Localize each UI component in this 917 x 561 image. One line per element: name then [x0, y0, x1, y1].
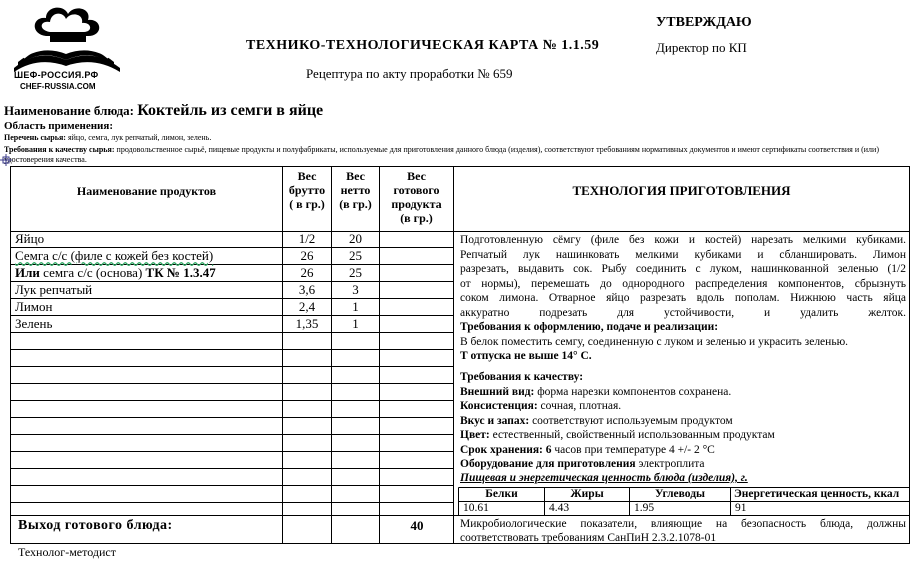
card-subtitle: Рецептура по акту проработки № 659	[306, 66, 513, 81]
output-label: Выход готового блюда:	[18, 518, 173, 533]
ingredient-net: 1	[352, 299, 359, 314]
appearance-label: Внешний вид:	[460, 385, 538, 398]
gross-column-header	[283, 169, 331, 211]
net-column-header	[332, 169, 379, 211]
technology-column-header: ТЕХНОЛОГИЯ ПРИГОТОВЛЕНИЯ	[572, 183, 791, 198]
equipment-text: электроплита	[638, 458, 705, 470]
ingredient-name	[15, 265, 216, 281]
card-title: ТЕХНИКО-ТЕХНОЛОГИЧЕСКАЯ КАРТА № 1.1.59	[246, 38, 600, 53]
microbiology-note: Микробиологические показатели, влияющие на безопасность блюда, должны соответствовать требованиям СанПиН 2.3.2.1078-01	[460, 518, 906, 544]
color	[460, 428, 775, 443]
tech-line: аккуратно подрезать для устойчивости, и удалить желток.	[460, 306, 906, 319]
header-line: (в гр.)	[400, 211, 433, 225]
ingredient-gross: 1,35	[295, 316, 319, 331]
equipment-label: Оборудование для приготовления	[460, 458, 639, 470]
storage-text: часов при температуре 4 +/- 2 °С	[554, 443, 715, 456]
tech-line: от нормы), перемешать до однородного распределения компонентов, сбрызнуть	[460, 277, 906, 290]
tech-line: соком лимона. Отварное яйцо разрезать вдоль пополам. Нижнюю часть яйца	[460, 292, 906, 304]
taste-label: Вкус и запах:	[460, 414, 533, 427]
ingredient-name	[15, 248, 213, 264]
ingredient-net: 1	[352, 316, 359, 331]
ingredient-net: 25	[349, 265, 362, 280]
ingredient-name: Яйцо	[15, 231, 45, 246]
nutrition-label-text: Пищевая и энергетическая ценность блюда (изделия), г.	[460, 472, 748, 484]
ingredient-net: 3	[352, 282, 359, 297]
requirements-label: Требования к качеству сырья:	[4, 145, 117, 154]
nutrition-header-fats: Жиры	[570, 488, 604, 500]
ingredient-name: Лук репчатый	[15, 282, 93, 297]
raw-text: яйцо, семга, лук репчатый, лимон, зелень.	[67, 133, 212, 142]
nutrition-header-proteins: Белки	[485, 488, 518, 500]
ingredient-name-text: Семга с/с (филе с кожей без костей)	[15, 248, 214, 263]
dish-label: Наименование блюда:	[4, 103, 138, 118]
header-line: нетто	[340, 183, 371, 197]
ingredient-alt-label: Или	[15, 265, 40, 280]
technologist-role: Технолог-методист	[18, 545, 116, 559]
header-line: продукта	[391, 197, 442, 211]
approve-label: УТВЕРЖДАЮ	[656, 15, 752, 30]
header-line: Вес	[346, 169, 365, 183]
appearance	[460, 385, 731, 400]
serving-label: Требования к оформлению, подаче и реализации:	[460, 321, 719, 333]
color-text: естественный, свойственный использованным продуктам	[492, 429, 775, 441]
consistency-label: Консистенция:	[460, 400, 541, 412]
director-label: Директор по КП	[656, 40, 747, 55]
storage	[460, 443, 715, 458]
header-line: готового	[393, 183, 440, 197]
ingredient-gross: 26	[300, 265, 314, 280]
ingredient-tk-ref: ТК № 1.3.47	[145, 265, 216, 280]
nutrition-proteins: 10.61	[463, 502, 489, 514]
header-line: брутто	[288, 183, 326, 197]
tech-line: разрезать, выдавить сок. Рыбу соединить с луком, нашинкованной зеленью (1/2	[460, 263, 906, 275]
area-label: Область применения:	[4, 120, 113, 132]
serving-text: В белок поместить семгу, соединенную с луком и зеленью и украсить зеленью.	[460, 335, 849, 348]
ingredient-gross: 26	[300, 248, 314, 263]
equipment	[460, 457, 705, 472]
nutrition-fats: 4.43	[549, 502, 570, 514]
ingredient-net: 25	[349, 248, 362, 263]
ingredient-gross: 2,4	[298, 299, 316, 314]
nutrition-energy: 91	[735, 502, 747, 514]
tech-line: Репчатый лук нашинковать мелкими кубиками и сбланшировать. Лимон	[460, 248, 906, 261]
tech-line: Подготовленную сёмгу (филе без кожи и костей) нарезать мелкими кубиками.	[460, 234, 906, 246]
storage-label: Срок хранения: 6	[460, 443, 555, 456]
nutrition-header-energy: Энергетическая ценность, ккал	[734, 488, 900, 500]
header-line: ( в гр.)	[289, 197, 325, 211]
nutrition-header-carbs: Углеводы	[654, 488, 706, 500]
raw-label: Перечень сырья:	[4, 133, 68, 142]
ingredient-name: Зелень	[15, 316, 53, 331]
ingredient-name: Лимон	[15, 299, 53, 314]
logo-text: ШЕФ-РОССИЯ.РФ	[14, 70, 99, 80]
ingredient-gross: 3,6	[298, 282, 316, 297]
ingredient-gross: 1/2	[298, 231, 316, 246]
appearance-text: форма нарезки компонентов сохранена.	[537, 385, 732, 398]
dish-name: Коктейль из семги в яйце	[137, 102, 324, 119]
color-label: Цвет:	[460, 429, 493, 441]
products-column-header: Наименование продуктов	[76, 184, 217, 198]
quality-label: Требования к качеству:	[460, 371, 584, 383]
taste-text: соответствуют используемым продуктом	[532, 414, 733, 427]
ready-column-header	[380, 169, 453, 225]
header-line: (в гр.)	[339, 197, 372, 211]
output-value: 40	[410, 518, 424, 533]
nutrition-label	[460, 471, 748, 486]
header-line: Вес	[297, 169, 317, 183]
ingredient-net: 20	[349, 231, 362, 246]
taste	[460, 414, 733, 429]
logo-url: CHEF-RUSSIA.COM	[20, 82, 96, 91]
ingredient-name-text: семга с/с (основа)	[39, 265, 146, 280]
nutrition-carbs: 1.95	[634, 502, 655, 514]
consistency-text: сочная, плотная.	[540, 400, 622, 412]
consistency	[460, 399, 621, 414]
serving-temp: Т отпуска не выше 14° С.	[460, 350, 592, 362]
header-line: Вес	[407, 169, 426, 183]
requirements-text: продовольственное сырьё, пищевые продукты и полуфабрикаты, используемые для приготовления данного блюда (изделия), соответствуют требованиям нормативных документов и имеют сертификаты соответствия и (или) удостоверения качества.	[4, 145, 879, 164]
